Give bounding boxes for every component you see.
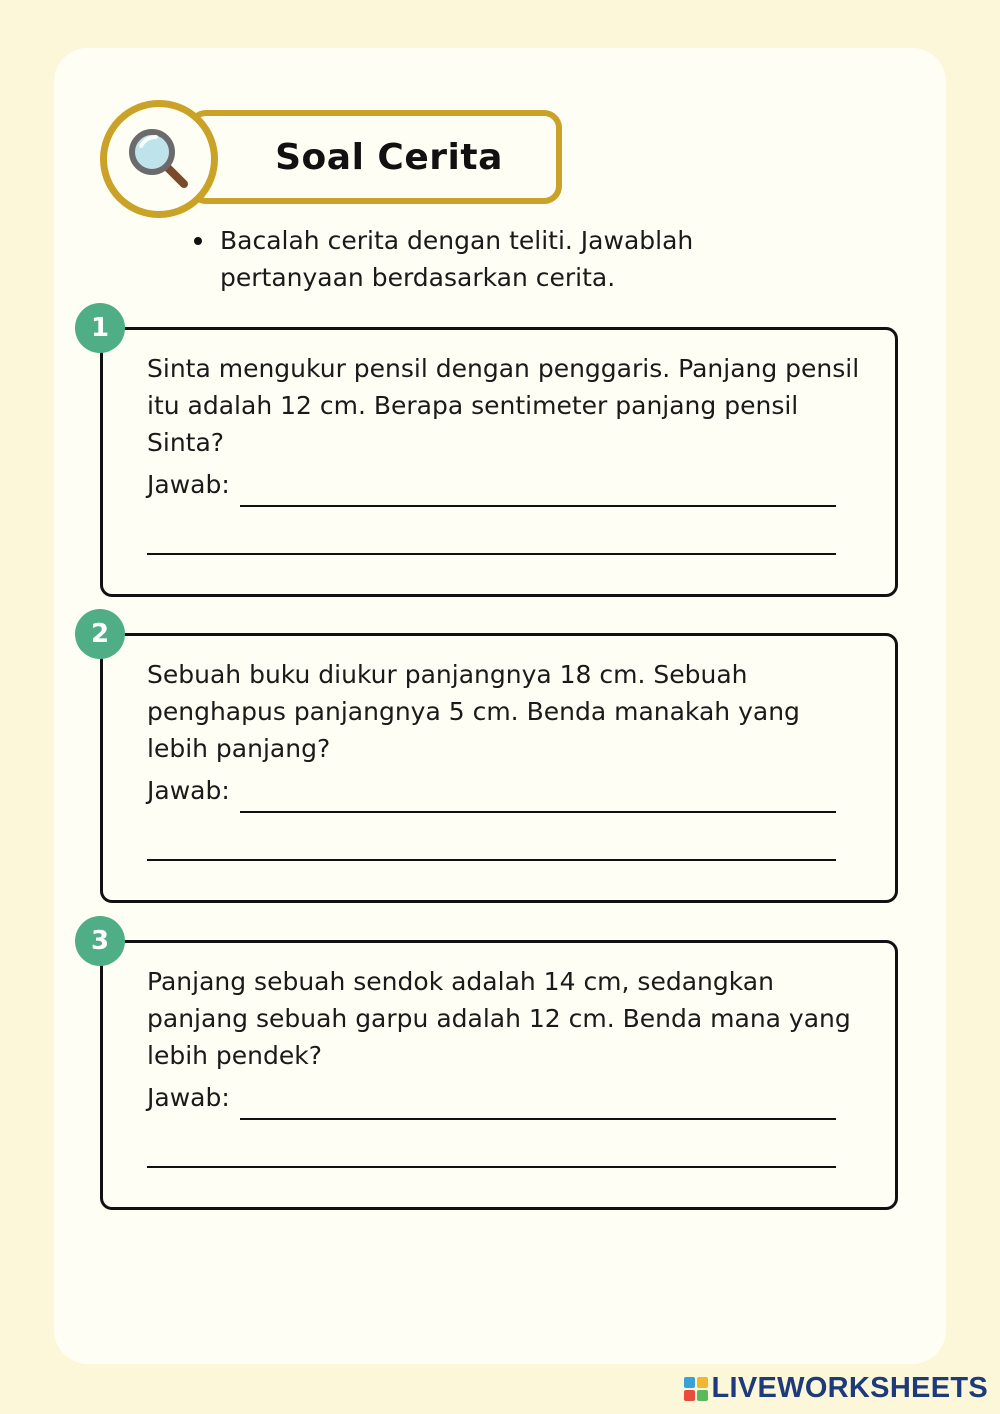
magnifying-glass-icon [124,124,194,194]
answer-line-2a[interactable] [240,811,836,813]
answer-label-3: Jawab: [147,1083,230,1112]
instruction-item: Bacalah cerita dengan teliti. Jawablah pertanyaan berdasarkan cerita. [220,222,820,296]
answer-line-1b[interactable] [147,553,836,555]
title-badge [188,110,562,204]
question-text-3: Panjang sebuah sendok adalah 14 cm, sedangkan panjang sebuah garpu adalah 12 cm. Benda mana yang lebih pendek? [147,967,851,1070]
question-text-1: Sinta mengukur pensil dengan penggaris. Panjang pensil itu adalah 12 cm. Berapa sentimeter panjang pensil Sinta? [147,354,860,457]
answer-line-3a[interactable] [240,1118,836,1120]
title-block [100,100,570,218]
question-card-3 [100,940,898,1210]
answer-line-1a[interactable] [240,505,836,507]
question-number-2: 2 [75,609,125,659]
answer-label-2: Jawab: [147,776,230,805]
question-card-1 [100,327,898,597]
page-title: Soal Cerita [275,136,503,178]
brand-logo[interactable] [684,1372,989,1405]
instructions-list [190,222,820,296]
answer-line-3b[interactable] [147,1166,836,1168]
question-text-2: Sebuah buku diukur panjangnya 18 cm. Sebuah penghapus panjangnya 5 cm. Benda manakah yang lebih panjang? [147,660,800,763]
answer-label-1: Jawab: [147,470,230,499]
question-number-1: 1 [75,303,125,353]
answer-line-2b[interactable] [147,859,836,861]
brand-name: LIVEWORKSHEETS [711,1372,988,1404]
question-number-3: 3 [75,916,125,966]
question-card-2 [100,633,898,903]
title-icon-circle [100,100,218,218]
brand-mark-icon [684,1377,708,1401]
